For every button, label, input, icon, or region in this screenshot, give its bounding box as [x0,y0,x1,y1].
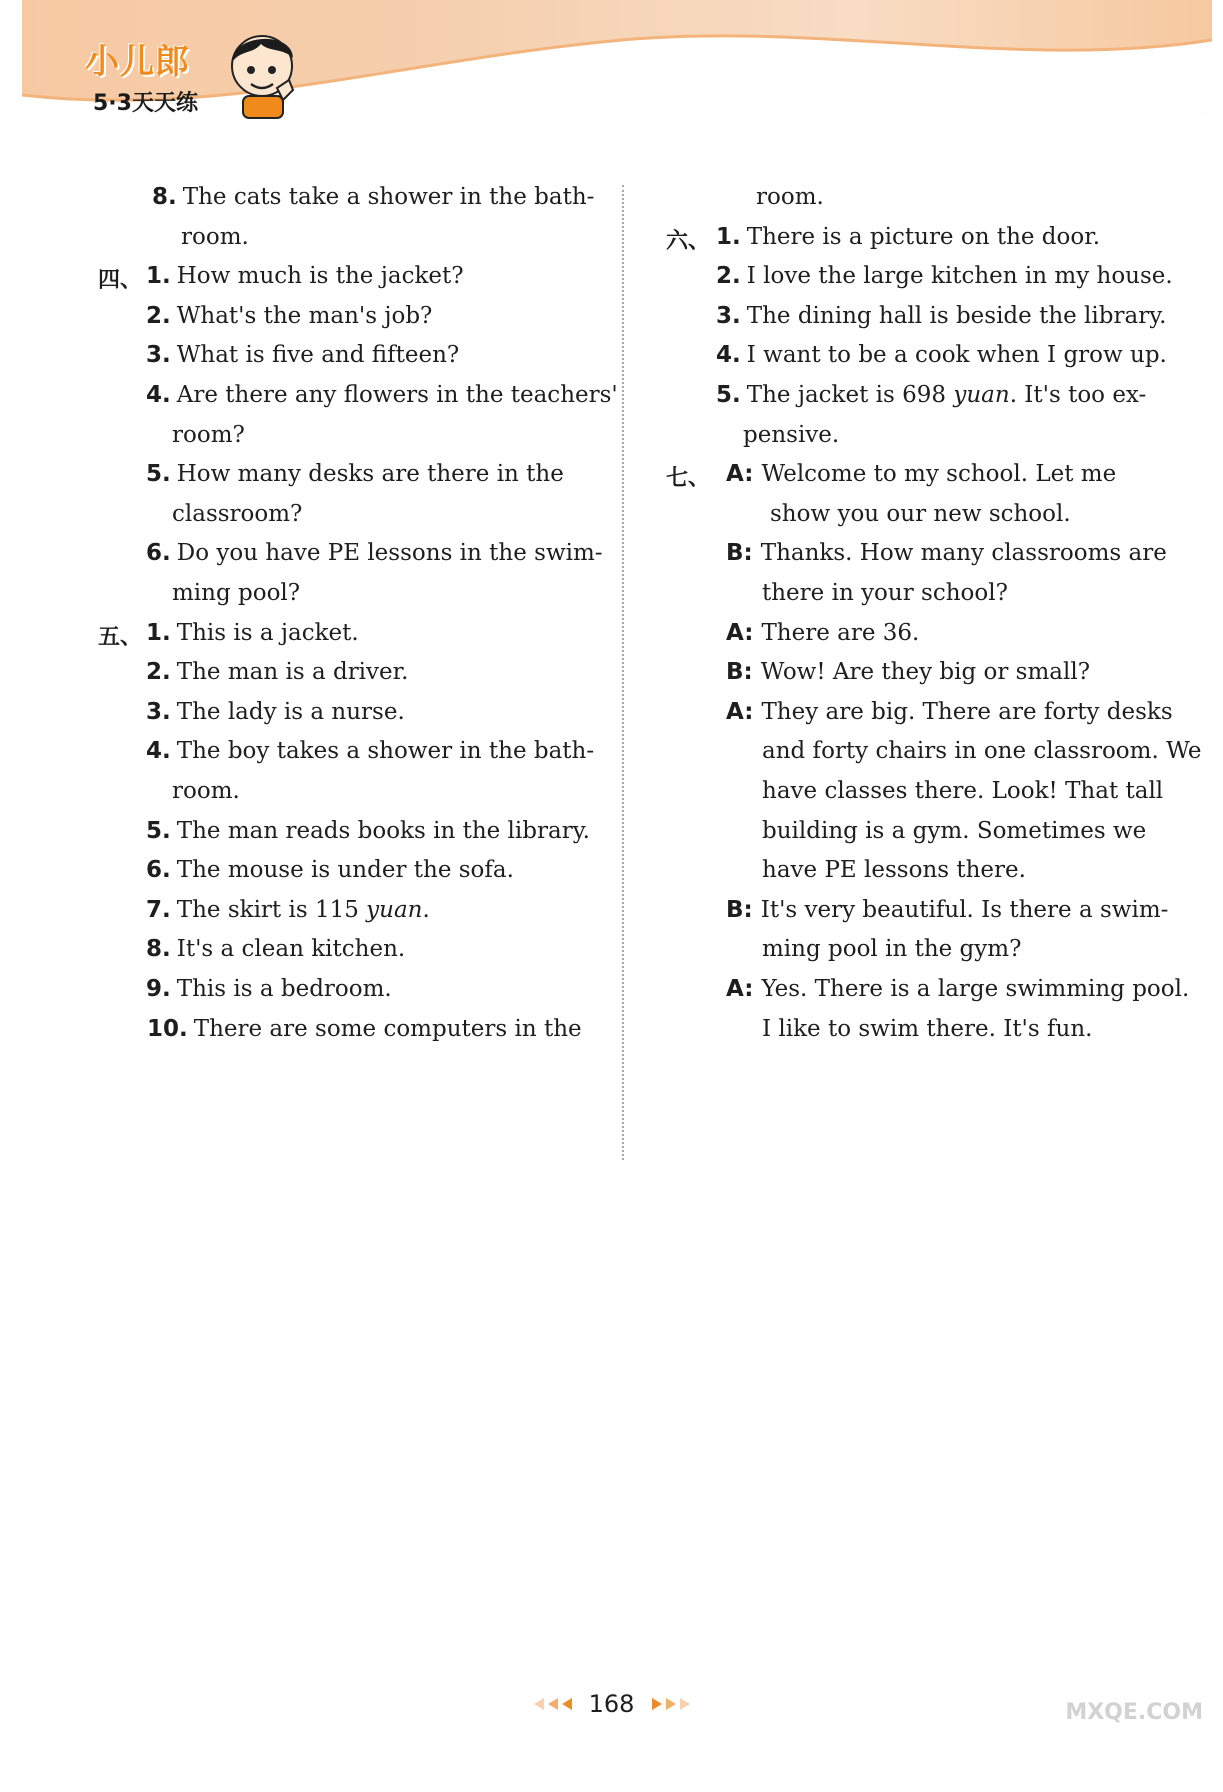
item-number: 4. [146,738,171,765]
arrow-right-icon [680,1698,690,1710]
answer-text: show you our new school. [770,500,1071,527]
item-number: 2. [146,302,171,329]
speaker-label: B: [726,659,753,686]
answer-text-tail: . It's too ex- [1009,382,1147,408]
item-number: 6. [146,857,171,884]
item-number: 10. [147,1015,188,1042]
item-number: 5. [716,382,741,408]
item-number: 3. [146,342,171,369]
answer-line [146,895,430,925]
answer-text: There are 36. [761,619,920,646]
answer-text: Wow! Are they big or small? [760,659,1091,686]
answer-text: Are there any flowers in the teachers' [176,382,618,408]
answer-text: They are big. There are forty desks [761,698,1173,725]
answer-text-tail: . [422,896,430,923]
answer-line [146,459,564,489]
currency-word: yuan [366,896,423,923]
answer-text: The jacket is 698 [746,382,954,408]
logo-subtitle: 5·3天天练 [93,91,198,116]
answer-text: I want to be a cook when I grow up. [746,342,1167,369]
answer-line [726,538,1167,568]
arrow-left-icon [562,1698,572,1710]
item-number: 9. [146,976,171,1002]
answer-line [146,261,464,291]
section-marker: 四、 [98,268,143,294]
answer-text: The boy takes a shower in the bath- [176,738,595,765]
answer-line [146,380,618,410]
arrow-left-icon [534,1698,544,1710]
answer-text: How many desks are there in the [176,461,564,488]
answer-text: It's a clean kitchen. [176,936,406,963]
page-footer [0,1690,1223,1718]
item-number: 1. [716,223,741,250]
item-number: 3. [146,698,171,725]
answer-line [726,459,1116,489]
answer-text: The skirt is 115 [176,896,367,923]
item-number: 8. [152,184,177,210]
mascot-boy-icon [217,28,307,120]
speaker-label: A: [726,461,754,488]
section-marker: 七、 [666,466,711,492]
answer-text: How much is the jacket? [176,263,464,290]
answer-line [716,222,1100,252]
answer-text: Do you have PE lessons in the swim- [176,540,603,567]
answer-line [146,340,459,370]
answer-line [756,182,824,212]
answer-line [726,657,1090,687]
answer-line [726,618,919,648]
watermark: MXQE.COM [1065,1700,1203,1725]
speaker-label: A: [726,976,754,1002]
answer-text: The mouse is under the sofa. [176,857,514,884]
page-number: 168 [588,1690,635,1718]
answer-line [181,222,249,252]
answer-text: The cats take a shower in the bath- [182,184,595,210]
answer-line [726,895,1168,925]
answer-line [152,182,594,212]
arrow-right-icon [666,1698,676,1710]
answer-line [146,816,590,846]
answer-line [172,499,302,529]
answer-text: The man reads books in the library. [176,817,590,844]
answer-line [743,420,839,450]
answer-line [726,974,1189,1004]
answer-line [146,736,594,766]
answer-line [762,776,1163,806]
speaker-label: B: [726,896,753,923]
item-number: 2. [146,659,171,686]
item-number: 5. [146,461,171,488]
arrow-right-icon [652,1698,662,1710]
item-number: 8. [146,936,171,963]
answer-line [146,538,603,568]
answer-text: building is a gym. Sometimes we [762,817,1147,844]
item-number: 3. [716,302,741,329]
answer-text: It's very beautiful. Is there a swim- [760,896,1169,923]
answer-text: The man is a driver. [176,659,409,686]
answer-text: What's the man's job? [176,302,433,329]
answer-line [716,340,1167,370]
answer-text: The dining hall is beside the library. [746,302,1167,329]
item-number: 1. [146,619,171,646]
answer-line [762,816,1146,846]
speaker-label: A: [726,698,754,725]
item-number: 2. [716,263,741,290]
answer-line [146,697,405,727]
answer-text: pensive. [743,421,840,448]
arrow-left-icon [548,1698,558,1710]
answer-text: There are some computers in the [193,1015,582,1042]
answer-line [770,499,1071,529]
answer-line [146,974,392,1004]
answer-text: What is five and fifteen? [176,342,460,369]
brand-logo [85,28,305,128]
logo-title: 小儿郎 [85,42,190,82]
answer-text: Welcome to my school. Let me [761,461,1117,488]
answer-text: ming pool in the gym? [762,936,1022,963]
item-number: 4. [146,382,171,408]
answer-text: This is a bedroom. [176,976,392,1002]
answer-text: have PE lessons there. [762,857,1026,884]
answer-text: There is a picture on the door. [746,223,1101,250]
section-marker: 五、 [98,624,143,650]
item-number: 1. [146,263,171,290]
answer-line [762,736,1201,766]
answer-text: room. [181,223,249,250]
answer-text: there in your school? [762,580,1008,606]
answer-text: room? [172,421,245,448]
answer-line [172,420,245,450]
answer-text: I like to swim there. It's fun. [762,1015,1093,1042]
speaker-label: B: [726,540,753,567]
answer-text: room. [172,778,240,804]
answer-line [716,301,1166,331]
answer-text: and forty chairs in one classroom. We [762,738,1202,765]
answer-text: classroom? [172,500,303,527]
answer-line [716,380,1146,410]
speaker-label: A: [726,619,754,646]
answer-line [146,618,359,648]
answer-line [172,578,300,608]
answer-line [146,657,408,687]
answer-line [146,934,405,964]
section-marker: 六、 [666,228,711,254]
currency-word: yuan [953,382,1010,408]
answer-line [762,934,1021,964]
answer-text: ming pool? [172,580,301,606]
column-divider [622,185,624,1160]
answer-line [716,261,1173,291]
answer-text: I love the large kitchen in my house. [746,263,1173,290]
item-number: 7. [146,896,171,923]
answer-text: have classes there. Look! That tall [762,778,1164,804]
item-number: 6. [146,540,171,567]
answer-line [762,1014,1092,1044]
answer-line [146,301,432,331]
answer-text: The lady is a nurse. [176,698,405,725]
answer-text: This is a jacket. [176,619,359,646]
answer-line [146,855,514,885]
answer-line [762,578,1008,608]
answer-line [172,776,240,806]
answer-line [726,697,1173,727]
item-number: 4. [716,342,741,369]
answer-text: room. [756,184,824,210]
answer-text: Thanks. How many classrooms are [760,540,1167,567]
answer-line [762,855,1026,885]
answer-line [147,1014,582,1044]
item-number: 5. [146,817,171,844]
answer-text: Yes. There is a large swimming pool. [761,976,1190,1002]
